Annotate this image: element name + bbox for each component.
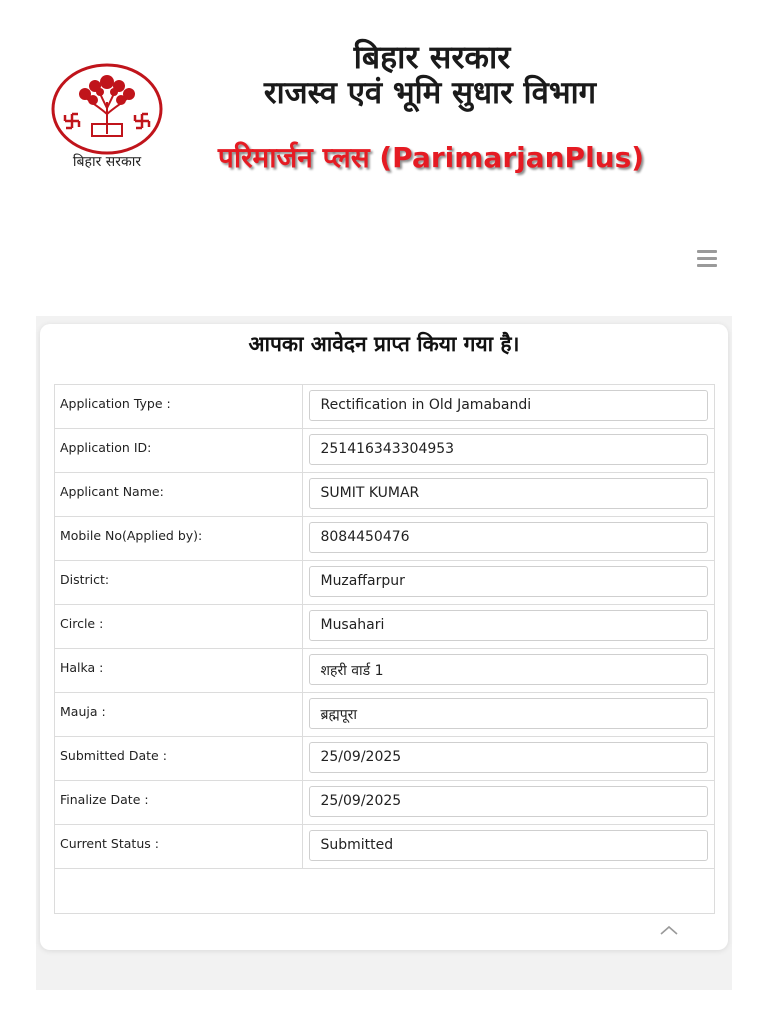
field-label: Application ID:	[55, 429, 303, 473]
table-row	[55, 605, 715, 649]
readonly-field[interactable]: 251416343304953	[309, 434, 708, 465]
confirmation-heading: आपका आवेदन प्राप्त किया गया है।	[248, 332, 520, 356]
readonly-field[interactable]: SUMIT KUMAR	[309, 478, 708, 509]
empty-row	[55, 869, 715, 914]
chevron-up-icon[interactable]	[659, 922, 679, 936]
readonly-field[interactable]: 8084450476	[309, 522, 708, 553]
field-value-cell	[303, 649, 715, 693]
table-row	[55, 429, 715, 473]
field-value-cell	[303, 825, 715, 869]
readonly-field[interactable]: 25/09/2025	[309, 786, 708, 817]
readonly-field[interactable]: Rectification in Old Jamabandi	[309, 390, 708, 421]
field-value-cell	[303, 693, 715, 737]
field-label: Mobile No(Applied by):	[55, 517, 303, 561]
table-row	[55, 649, 715, 693]
field-value-cell	[303, 605, 715, 649]
application-details-table	[54, 384, 715, 914]
hamburger-menu-icon[interactable]	[694, 248, 722, 270]
table-row	[55, 693, 715, 737]
readonly-field[interactable]: Submitted	[309, 830, 708, 861]
field-value-cell	[303, 737, 715, 781]
field-label: Current Status :	[55, 825, 303, 869]
table-row	[55, 781, 715, 825]
readonly-field[interactable]: Muzaffarpur	[309, 566, 708, 597]
table-row	[55, 737, 715, 781]
field-label: District:	[55, 561, 303, 605]
field-label: Submitted Date :	[55, 737, 303, 781]
field-label: Mauja :	[55, 693, 303, 737]
field-value-cell	[303, 473, 715, 517]
table-row	[55, 385, 715, 429]
field-value-cell	[303, 385, 715, 429]
field-label: Application Type :	[55, 385, 303, 429]
field-value-cell	[303, 517, 715, 561]
field-label: Applicant Name:	[55, 473, 303, 517]
readonly-field[interactable]: 25/09/2025	[309, 742, 708, 773]
field-value-cell	[303, 561, 715, 605]
table-row	[55, 561, 715, 605]
field-label: Halka :	[55, 649, 303, 693]
empty-cell	[55, 869, 715, 914]
table-row	[55, 825, 715, 869]
field-label: Circle :	[55, 605, 303, 649]
table-row	[55, 473, 715, 517]
readonly-field[interactable]: ब्रह्मपूरा	[309, 698, 708, 729]
field-label: Finalize Date :	[55, 781, 303, 825]
readonly-field[interactable]: शहरी वार्ड 1	[309, 654, 708, 685]
emblem-caption: बिहार सरकार	[72, 154, 142, 170]
field-value-cell	[303, 429, 715, 473]
field-value-cell	[303, 781, 715, 825]
table-row	[55, 517, 715, 561]
government-title: बिहार सरकार	[353, 38, 511, 76]
readonly-field[interactable]: Musahari	[309, 610, 708, 641]
portal-title: परिमार्जन प्लस (ParimarjanPlus)	[217, 141, 645, 174]
department-title: राजस्व एवं भूमि सुधार विभाग	[263, 75, 597, 111]
